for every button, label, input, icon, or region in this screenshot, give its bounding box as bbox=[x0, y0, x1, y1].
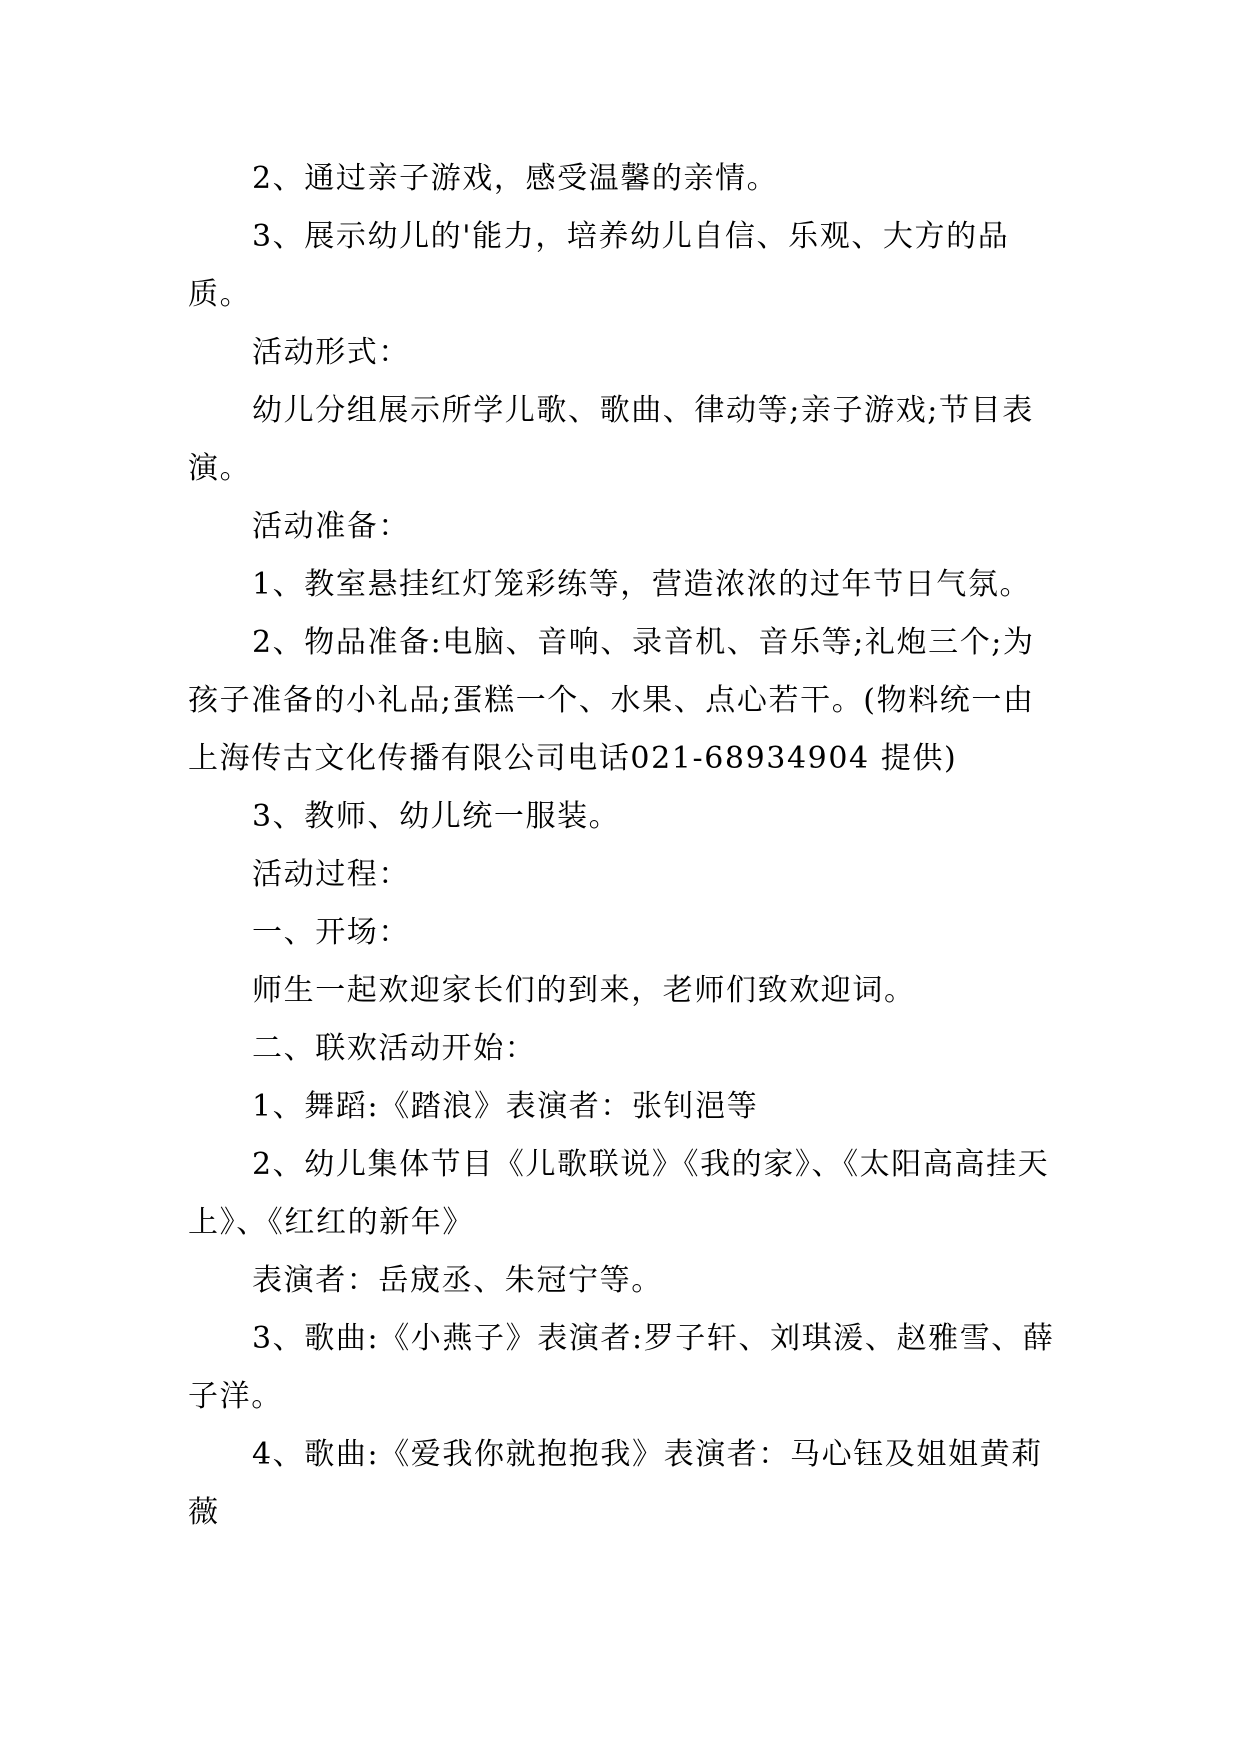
heading-party-start: 二、联欢活动开始： bbox=[252, 1031, 537, 1066]
paragraph-goal-2: 2、通过亲子游戏，感受温馨的亲情。 bbox=[252, 161, 779, 196]
paragraph-program-4: 4、歌曲:《爱我你就抱抱我》表演者：马心钰及姐姐黄莉薇 bbox=[188, 1437, 1043, 1530]
heading-activity-process: 活动过程： bbox=[252, 857, 410, 892]
paragraph-goal-3: 3、展示幼儿的'能力，培养幼儿自信、乐观、大方的品质。 bbox=[188, 219, 1010, 312]
heading-activity-form: 活动形式： bbox=[252, 335, 410, 370]
paragraph-program-2: 2、幼儿集体节目《儿歌联说》《我的家》、《太阳高高挂天上》、《红红的新年》 bbox=[188, 1147, 1050, 1240]
heading-activity-preparation: 活动准备： bbox=[252, 509, 410, 544]
paragraph-program-1: 1、舞蹈:《踏浪》表演者：张钊浥等 bbox=[252, 1089, 759, 1124]
paragraph-activity-form: 幼儿分组展示所学儿歌、歌曲、律动等;亲子游戏;节目表演。 bbox=[188, 393, 1034, 486]
heading-opening: 一、开场： bbox=[252, 915, 410, 950]
paragraph-program-2-performers: 表演者：岳宬丞、朱冠宁等。 bbox=[252, 1263, 663, 1298]
paragraph-preparation-1: 1、教室悬挂红灯笼彩练等，营造浓浓的过年节日气氛。 bbox=[252, 567, 1032, 602]
document-page bbox=[188, 150, 1058, 1542]
paragraph-preparation-2: 2、物品准备:电脑、音响、录音机、音乐等;礼炮三个;为孩子准备的小礼品;蛋糕一个、水果、点心若干。(物料统一由上海传古文化传播有限公司电话021-68934904 提供) bbox=[188, 625, 1035, 776]
paragraph-program-3: 3、歌曲:《小燕子》表演者:罗子轩、刘琪湲、赵雅雪、薛子洋。 bbox=[188, 1321, 1055, 1414]
paragraph-preparation-3: 3、教师、幼儿统一服装。 bbox=[252, 799, 621, 834]
paragraph-opening: 师生一起欢迎家长们的到来，老师们致欢迎词。 bbox=[252, 973, 916, 1008]
